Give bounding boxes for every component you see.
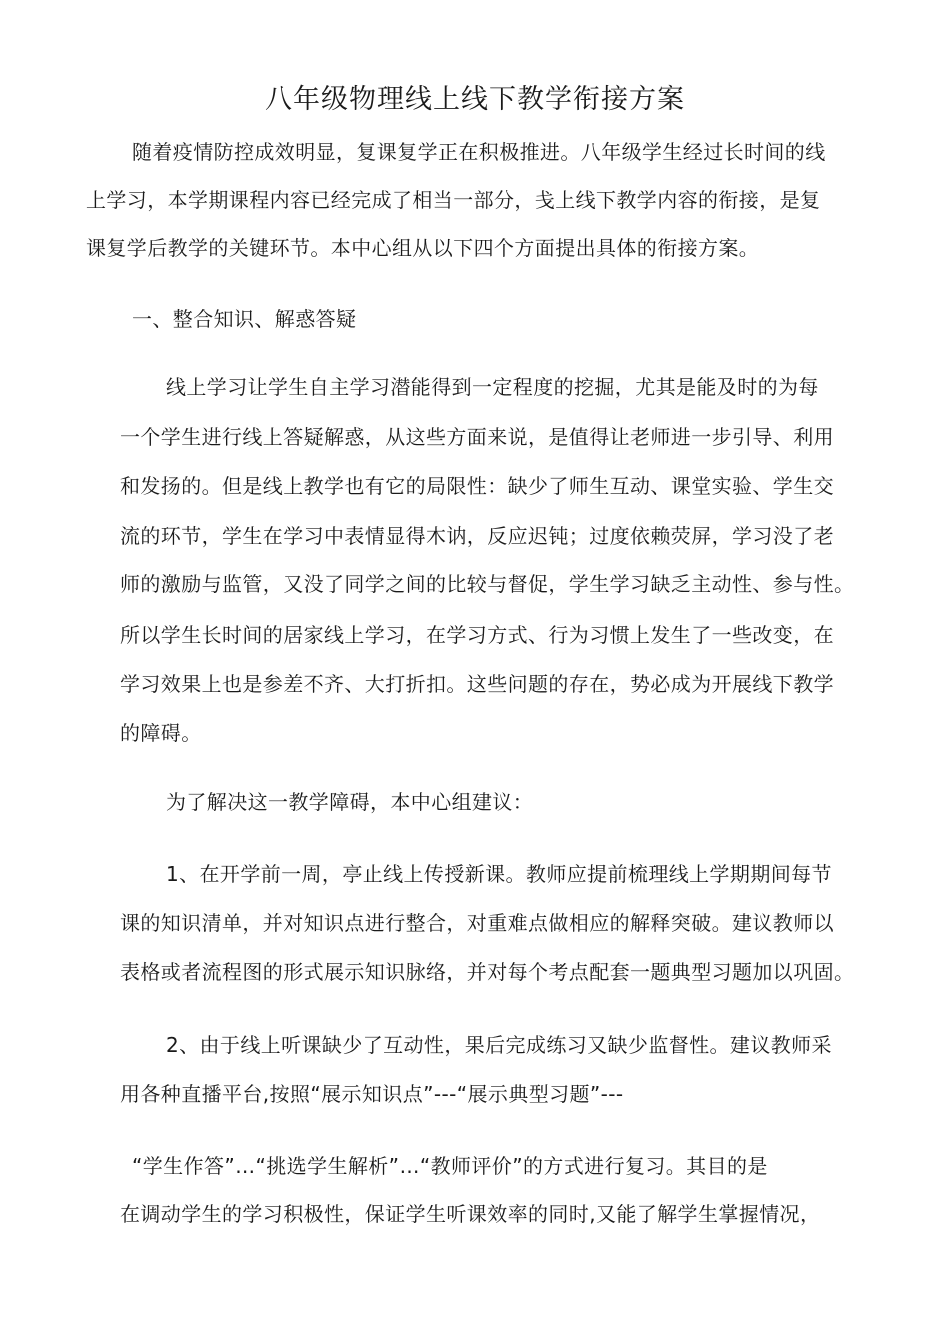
section-heading: 一、整合知识、解惑答疑 [132, 307, 357, 331]
section1-para1-line-1: 线上学习让学生自主学习潜能得到一定程度的挖掘，尤其是能及时的为每 [166, 375, 819, 399]
item1-line-3: 表格或者流程图的形式展示知识脉络，并对每个考点配套一题典型习题加以巩固。 [120, 960, 855, 984]
document-title: 八年级物理线上线下教学衔接方案 [265, 84, 685, 115]
section1-para1-line-3: 和发扬的。但是线上教学也有它的局限性：缺少了师生互动、课堂实验、学生交 [120, 474, 834, 498]
item2-line-2: 用各种直播平台,按照“展示知识点”---“展示典型习题”--- [120, 1082, 624, 1106]
section1-para1-line-5: 师的激励与监管，又没了同学之间的比较与督促，学生学习缺乏主动性、参与性。 [120, 572, 855, 596]
section1-para1-line-8: 的障碍。 [120, 721, 202, 745]
item2-cont-line-1: “学生作答”…“挑选学生解析”…“教师评价”的方式进行复习。其目的是 [132, 1154, 768, 1178]
intro-line-3: 课复学后教学的关键环节。本中心组从以下四个方面提出具体的衔接方案。 [86, 236, 760, 260]
section1-para2: 为了解决这一教学障碍，本中心组建议： [166, 790, 534, 814]
section1-para1-line-7: 学习效果上也是参差不齐、大打折扣。这些问题的存在，势必成为开展线下教学 [120, 672, 834, 696]
item1-line-2: 课的知识清单，并对知识点进行整合，对重难点做相应的解释突破。建议教师以 [120, 911, 834, 935]
item2-line-1: 2、由于线上听课缺少了互动性，果后完成练习又缺少监督性。建议教师采 [166, 1033, 832, 1057]
section1-para1-line-4: 流的环节，学生在学习中表情显得木讷，反应迟钝；过度依赖荧屏，学习没了老 [120, 524, 834, 548]
intro-line-1: 随着疫情防控成效明显，复课复学正在积极推进。八年级学生经过长时间的线 [132, 140, 826, 164]
item1-line-1: 1、在开学前一周，亭止线上传授新课。教师应提前梳理线上学期期间每节 [166, 862, 832, 886]
item2-cont-line-2: 在调动学生的学习积极性，保证学生听课效率的同时,又能了解学生掌握情况， [120, 1202, 821, 1226]
section1-para1-line-6: 所以学生长时间的居家线上学习，在学习方式、行为习惯上发生了一些改变，在 [120, 623, 834, 647]
section1-para1-line-2: 一个学生进行线上答疑解惑，从这些方面来说，是值得让老师进一步引导、利用 [120, 425, 834, 449]
intro-line-2: 上学习，本学期课程内容已经完成了相当一部分，戋上线下教学内容的衔接，是复 [86, 188, 821, 212]
